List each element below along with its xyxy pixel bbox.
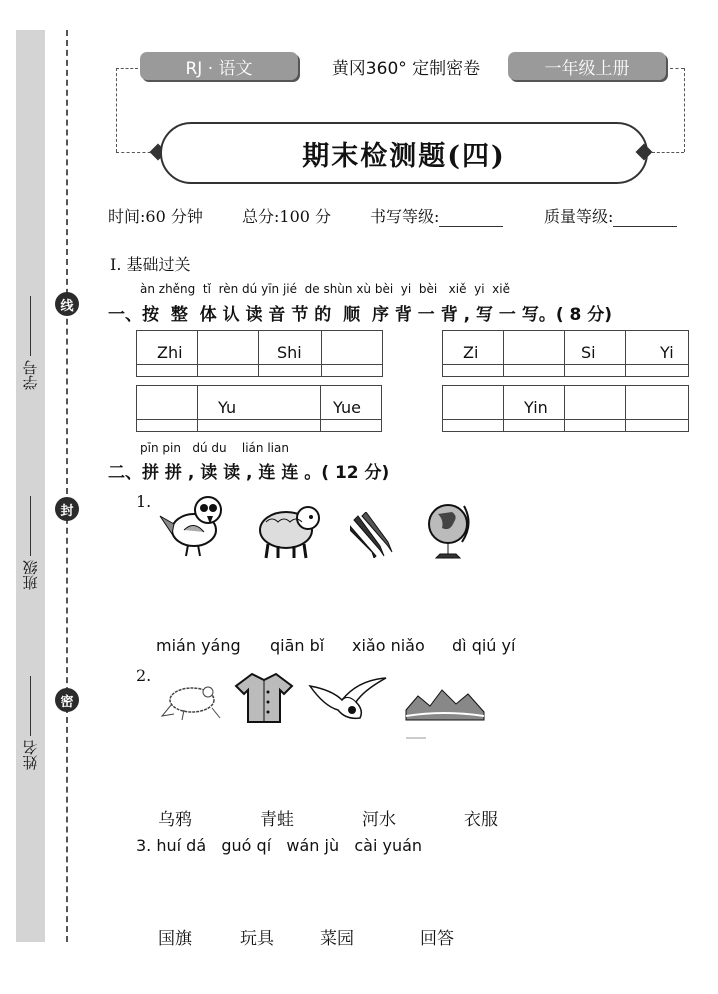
grid-cell[interactable] [504, 386, 565, 431]
crow-icon[interactable] [308, 676, 388, 722]
q2-title: 二、拼 拼 , 读 读 , 连 连 。( 12 分) [108, 463, 390, 483]
page-title: 期末检测题(四) [302, 140, 506, 172]
pinyin-choice[interactable]: mián yáng [156, 636, 241, 655]
grid-cell-text: Yue [333, 398, 361, 417]
pinyin-choice[interactable]: xiǎo niǎo [352, 636, 425, 655]
item3-word-row [158, 924, 518, 949]
q1-pinyin: àn zhěng tǐ rèn dú yīn jié de shùn xù bèi yi bèi xiě yi xiě [140, 282, 510, 296]
grid-cell[interactable] [443, 386, 504, 431]
name-field[interactable] [12, 650, 48, 770]
class-field[interactable] [12, 470, 48, 590]
q2-pinyin: pīn pin dú du lián lian [140, 441, 289, 455]
globe-icon[interactable] [424, 498, 474, 564]
q1-grid-2 [442, 330, 689, 377]
header-rule-right-b [652, 152, 684, 153]
q1-grid-3 [136, 385, 382, 432]
frog-icon[interactable] [160, 678, 224, 722]
grid-cell[interactable] [321, 386, 381, 431]
header-rule-left [116, 68, 138, 69]
grid-cell[interactable] [322, 331, 382, 376]
word-choice[interactable]: 河水 [362, 810, 396, 830]
grid-cell[interactable] [137, 386, 198, 431]
word-choice[interactable]: 国旗 [158, 929, 192, 949]
grid-cell-text: Si [581, 343, 596, 362]
student-id-label: 学号 [21, 360, 40, 390]
pencils-icon[interactable] [350, 512, 394, 558]
sheep-icon[interactable] [252, 502, 324, 560]
handwriting-field[interactable] [370, 204, 503, 227]
header-rule-right-v [684, 68, 685, 152]
grid-cell[interactable] [443, 331, 504, 376]
class-label: 班级 [21, 560, 40, 590]
item2-label: 2. [136, 666, 152, 685]
series-title: 黄冈360° 定制密卷 [331, 58, 481, 79]
grid-cell-text: Shi [277, 343, 302, 362]
q1-title: 一、按 整 体 认 读 音 节 的 顺 序 背 一 背 , 写 一 写。( 8 分) [108, 305, 613, 325]
title-frame [160, 122, 648, 184]
word-choice[interactable]: 回答 [420, 929, 454, 949]
grid-cell[interactable] [504, 331, 565, 376]
student-id-field[interactable] [12, 270, 48, 390]
grid-cell[interactable] [626, 386, 688, 431]
river-icon[interactable] [404, 686, 486, 740]
grid-cell[interactable] [137, 331, 198, 376]
shirt-icon[interactable] [234, 672, 294, 724]
grid-cell-text: Yu [218, 398, 237, 417]
grid-cell[interactable] [565, 331, 626, 376]
handwriting-label: 书写等级: [370, 207, 440, 226]
grid-cell[interactable] [198, 386, 321, 431]
subject-pill: RJ · 语文 [140, 52, 298, 80]
header-rule-left-v [116, 68, 117, 152]
grid-cell-text: Yin [524, 398, 548, 417]
grid-cell-text: Zi [463, 343, 479, 362]
item3-pinyin: 3. huí dá guó qí wán jù cài yuán [136, 836, 423, 855]
q1-grid-1 [136, 330, 383, 377]
word-choice[interactable]: 乌鸦 [158, 810, 192, 830]
grid-cell[interactable] [565, 386, 626, 431]
word-choice[interactable]: 青蛙 [260, 810, 294, 830]
grid-cell[interactable] [259, 331, 322, 376]
grid-cell-text: Zhi [157, 343, 183, 362]
name-label: 姓名 [21, 740, 40, 770]
seal-seal-badge: 封 [55, 497, 79, 521]
word-choice[interactable]: 菜园 [320, 929, 354, 949]
pinyin-choice[interactable]: qiān bǐ [270, 636, 325, 655]
grade-pill: 一年级上册 [508, 52, 666, 80]
grid-cell-text: Yi [660, 343, 674, 362]
word-choice[interactable]: 衣服 [464, 810, 498, 830]
quality-field[interactable] [544, 204, 677, 227]
cut-line [66, 30, 68, 942]
item1-pinyin-row [156, 636, 556, 655]
total-score: 总分:100 分 [242, 207, 332, 226]
header-rule-right [670, 68, 684, 69]
q1-grid-4 [442, 385, 689, 432]
word-choice[interactable]: 玩具 [240, 929, 274, 949]
item2-word-row [158, 805, 518, 830]
seal-line-badge: 线 [55, 292, 79, 316]
time-info: 时间:60 分钟 [108, 207, 203, 226]
seal-secret-badge: 密 [55, 688, 79, 712]
item1-label: 1. [136, 492, 152, 511]
bird-icon[interactable] [158, 490, 226, 560]
section-label: Ⅰ. 基础过关 [110, 255, 191, 274]
grid-cell[interactable] [626, 331, 688, 376]
quality-label: 质量等级: [544, 207, 614, 226]
pinyin-choice[interactable]: dì qiú yí [452, 636, 516, 655]
grid-cell[interactable] [198, 331, 259, 376]
